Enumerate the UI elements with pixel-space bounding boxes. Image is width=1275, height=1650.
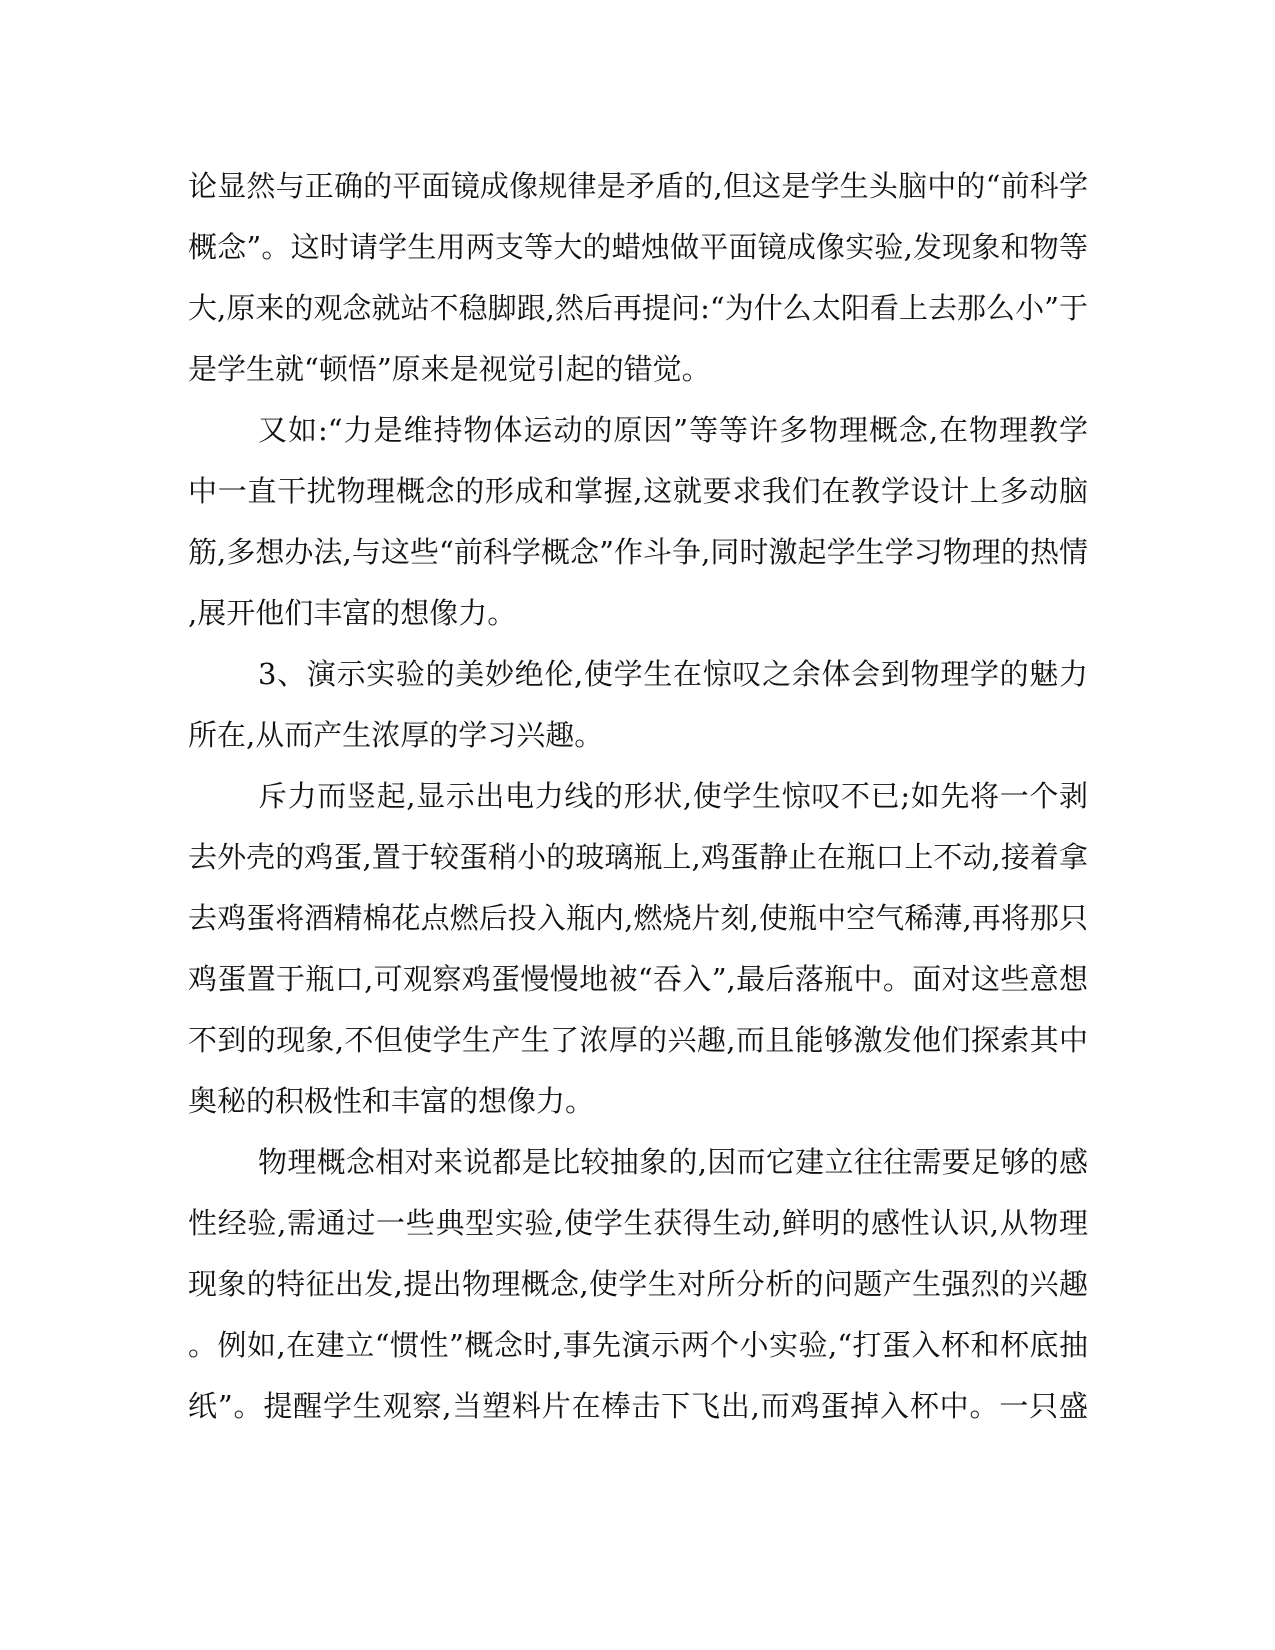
paragraph-5-line-3: 现象的特征出发,提出物理概念,使学生对所分析的问题产生强烈的兴趣 (188, 1267, 1088, 1301)
paragraph-1-line-2: 概念”。这时请学生用两支等大的蜡烛做平面镜成像实验,发现象和物等 (188, 230, 1088, 264)
paragraph-4-line-5: 不到的现象,不但使学生产生了浓厚的兴趣,而且能够激发他们探索其中 (188, 1023, 1088, 1057)
document-body (188, 156, 1088, 1437)
paragraph-3-line-1: 3、演示实验的美妙绝伦,使学生在惊叹之余体会到物理学的魅力 (258, 657, 1088, 691)
paragraph-4-line-1: 斥力而竖起,显示出电力线的形状,使学生惊叹不已;如先将一个剥 (258, 779, 1088, 813)
paragraph-2-line-2: 中一直干扰物理概念的形成和掌握,这就要求我们在教学设计上多动脑 (188, 474, 1088, 508)
paragraph-5-line-5: 纸”。提醒学生观察,当塑料片在棒击下飞出,而鸡蛋掉入杯中。一只盛 (188, 1389, 1088, 1423)
paragraph-5-line-4: 。例如,在建立“惯性”概念时,事先演示两个小实验,“打蛋入杯和杯底抽 (188, 1328, 1088, 1362)
paragraph-1-line-1: 论显然与正确的平面镜成像规律是矛盾的,但这是学生头脑中的“前科学 (188, 169, 1088, 203)
paragraph-4-line-2: 去外壳的鸡蛋,置于较蛋稍小的玻璃瓶上,鸡蛋静止在瓶口上不动,接着拿 (188, 840, 1088, 874)
paragraph-4-line-4: 鸡蛋置于瓶口,可观察鸡蛋慢慢地被“吞入”,最后落瓶中。面对这些意想 (188, 962, 1088, 996)
paragraph-2-line-3: 筋,多想办法,与这些“前科学概念”作斗争,同时激起学生学习物理的热情 (188, 535, 1088, 569)
paragraph-1-line-4: 是学生就“顿悟”原来是视觉引起的错觉。 (188, 352, 711, 386)
paragraph-2-line-1: 又如:“力是维持物体运动的原因”等等许多物理概念,在物理教学 (258, 413, 1088, 447)
paragraph-4-line-3: 去鸡蛋将酒精棉花点燃后投入瓶内,燃烧片刻,使瓶中空气稀薄,再将那只 (188, 901, 1088, 935)
paragraph-4-line-6: 奥秘的积极性和丰富的想像力。 (188, 1084, 595, 1118)
paragraph-5-line-2: 性经验,需通过一些典型实验,使学生获得生动,鲜明的感性认识,从物理 (188, 1206, 1088, 1240)
paragraph-1-line-3: 大,原来的观念就站不稳脚跟,然后再提问:“为什么太阳看上去那么小”于 (188, 291, 1088, 325)
paragraph-3-line-2: 所在,从而产生浓厚的学习兴趣。 (188, 718, 604, 752)
paragraph-5-line-1: 物理概念相对来说都是比较抽象的,因而它建立往往需要足够的感 (258, 1145, 1088, 1179)
paragraph-2-line-4: ,展开他们丰富的想像力。 (188, 596, 517, 630)
